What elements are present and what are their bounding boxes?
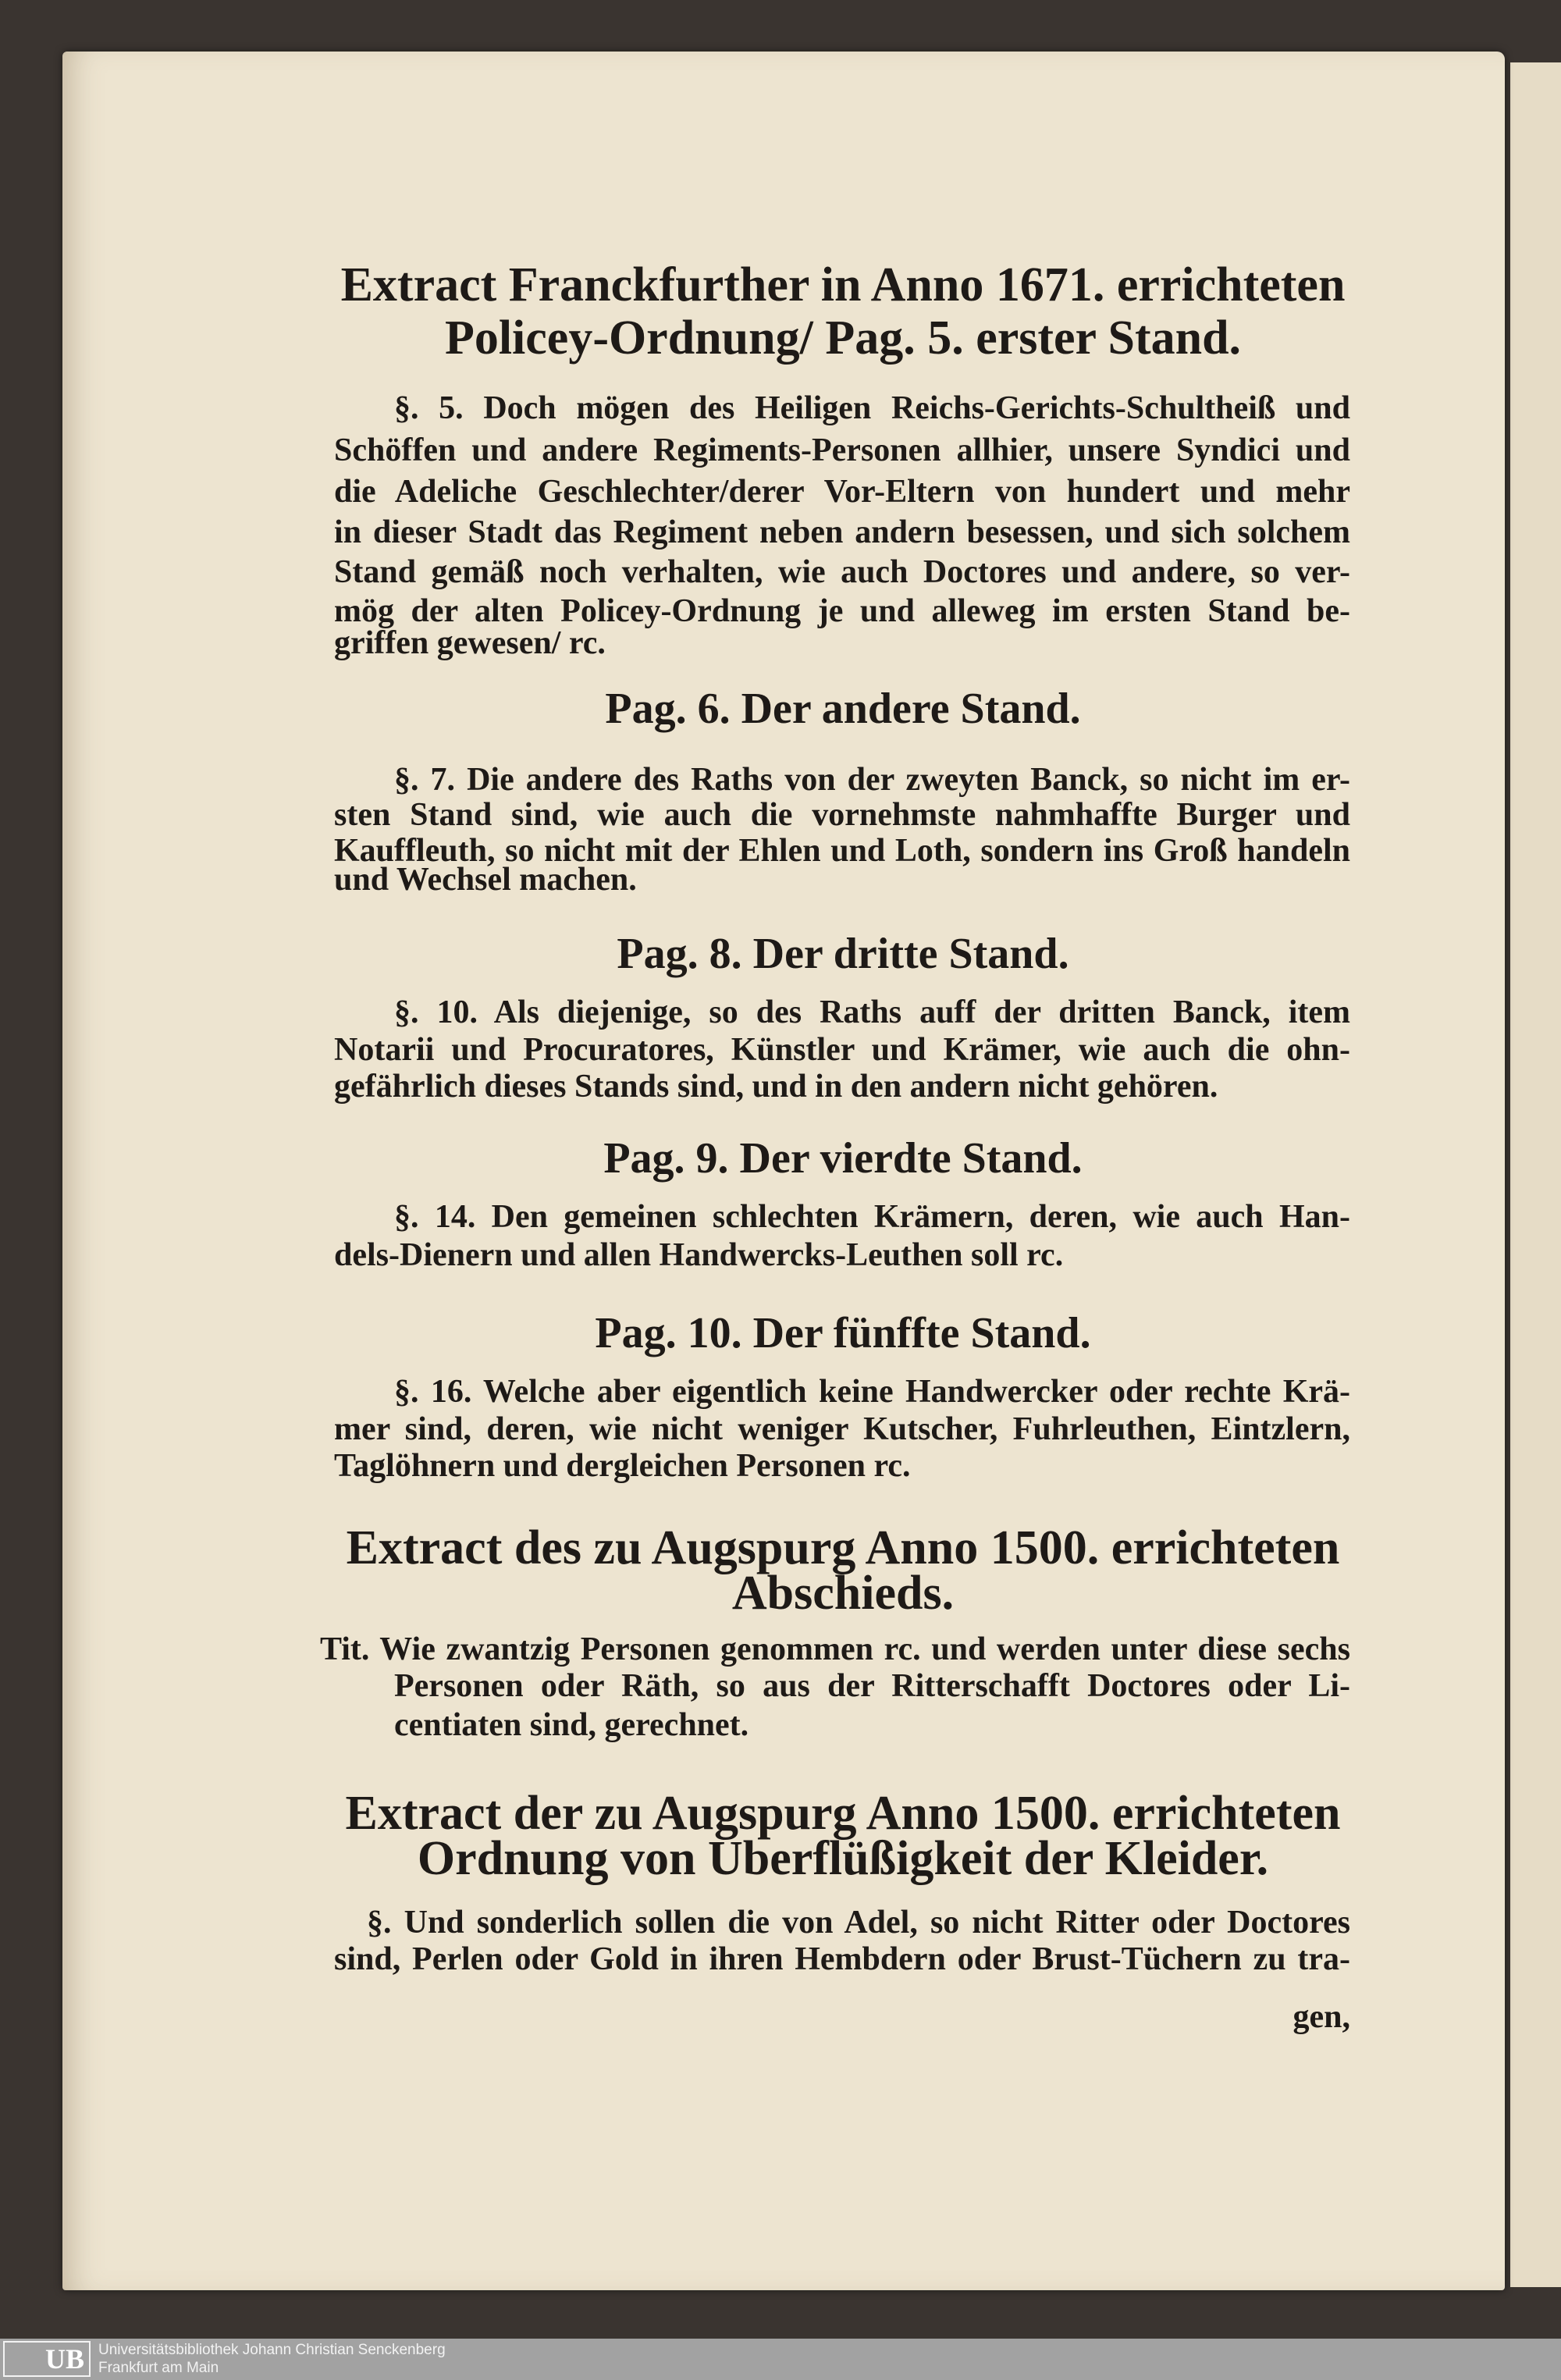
- library-location: Frankfurt am Main: [98, 2360, 219, 2376]
- paragraph-line: griffen gewesen/ rc.: [334, 625, 606, 661]
- title-line: Policey-Ordnung/ Pag. 5. erster Stand.: [444, 311, 1242, 365]
- paragraph-line: §. 5. Doch mögen des Heiligen Reichs-Gerichts-Schultheiß und: [394, 390, 1350, 426]
- paragraph-line: §. 10. Als diejenige, so des Raths auff der dritten Banck, item: [394, 994, 1350, 1030]
- paragraph-line: mer sind, deren, wie nicht weniger Kutscher, Fuhrleuthen, Eintzlern,: [334, 1411, 1350, 1447]
- section-heading: Pag. 8. Der dritte Stand.: [617, 930, 1069, 978]
- paragraph-line: §. 16. Welche aber eigentlich keine Handwercker oder rechte Krä-: [394, 1374, 1350, 1410]
- paragraph-line: centiaten sind, gerechnet.: [394, 1707, 749, 1743]
- ub-logo: UB: [3, 2341, 91, 2377]
- section-heading: Pag. 6. Der andere Stand.: [605, 685, 1081, 733]
- paragraph-line: Kauffleuth, so nicht mit der Ehlen und Loth, sondern ins Groß handeln: [334, 833, 1350, 869]
- paragraph-line: Taglöhnern und dergleichen Personen rc.: [334, 1448, 911, 1484]
- extract-heading: Extract der zu Augspurg Anno 1500. errichteten: [345, 1787, 1341, 1840]
- extract-heading: Abschieds.: [731, 1567, 955, 1620]
- paragraph-line: Notarii und Procuratores, Künstler und Krämer, wie auch die ohn-: [334, 1032, 1350, 1068]
- extract-heading: Extract des zu Augspurg Anno 1500. errichteten: [346, 1521, 1340, 1574]
- paragraph-line: in dieser Stadt das Regiment neben andern besessen, und sich solchem: [334, 514, 1350, 550]
- paragraph-line: §. 14. Den gemeinen schlechten Krämern, deren, wie auch Han-: [394, 1199, 1350, 1235]
- title-line: Extract Franckfurther in Anno 1671. errichteten: [340, 258, 1346, 311]
- section-heading: Pag. 9. Der vierdte Stand.: [603, 1134, 1083, 1183]
- paragraph-line: dels-Dienern und allen Handwercks-Leuthen soll rc.: [334, 1237, 1064, 1273]
- extract-heading: Ordnung von Uberflüßigkeit der Kleider.: [417, 1832, 1269, 1885]
- paragraph-line: Schöffen und andere Regiments-Personen allhier, unsere Syndici und: [334, 432, 1350, 468]
- library-name: Universitätsbibliothek Johann Christian Senckenberg: [98, 2342, 446, 2358]
- paragraph-line: sind, Perlen oder Gold in ihren Hembdern oder Brust-Tüchern zu tra-: [334, 1941, 1350, 1977]
- library-footer: [0, 2339, 1561, 2380]
- paragraph-line: §. Und sonderlich sollen die von Adel, so nicht Ritter oder Doctores: [367, 1905, 1350, 1941]
- catchword: gen,: [1293, 1999, 1350, 2035]
- paragraph-line: mög der alten Policey-Ordnung je und alleweg im ersten Stand be-: [334, 593, 1350, 629]
- section-heading: Pag. 10. Der fünffte Stand.: [595, 1309, 1091, 1357]
- paragraph-line: Personen oder Räth, so aus der Ritterschafft Doctores oder Li-: [394, 1668, 1350, 1704]
- paragraph-line: Stand gemäß noch verhalten, wie auch Doctores und andere, so ver-: [334, 554, 1350, 590]
- paragraph-line: und Wechsel machen.: [334, 862, 637, 898]
- paragraph-line: §. 7. Die andere des Raths von der zweyten Banck, so nicht im er-: [394, 762, 1350, 798]
- paragraph-line: gefährlich dieses Stands sind, und in den andern nicht gehören.: [334, 1069, 1218, 1105]
- paragraph-line: Tit. Wie zwantzig Personen genommen rc. und werden unter diese sechs: [320, 1631, 1350, 1667]
- paragraph-line: sten Stand sind, wie auch die vornehmste nahmhaffte Burger und: [334, 797, 1350, 833]
- paragraph-line: die Adeliche Geschlechter/derer Vor-Eltern von hundert und mehr: [334, 474, 1350, 510]
